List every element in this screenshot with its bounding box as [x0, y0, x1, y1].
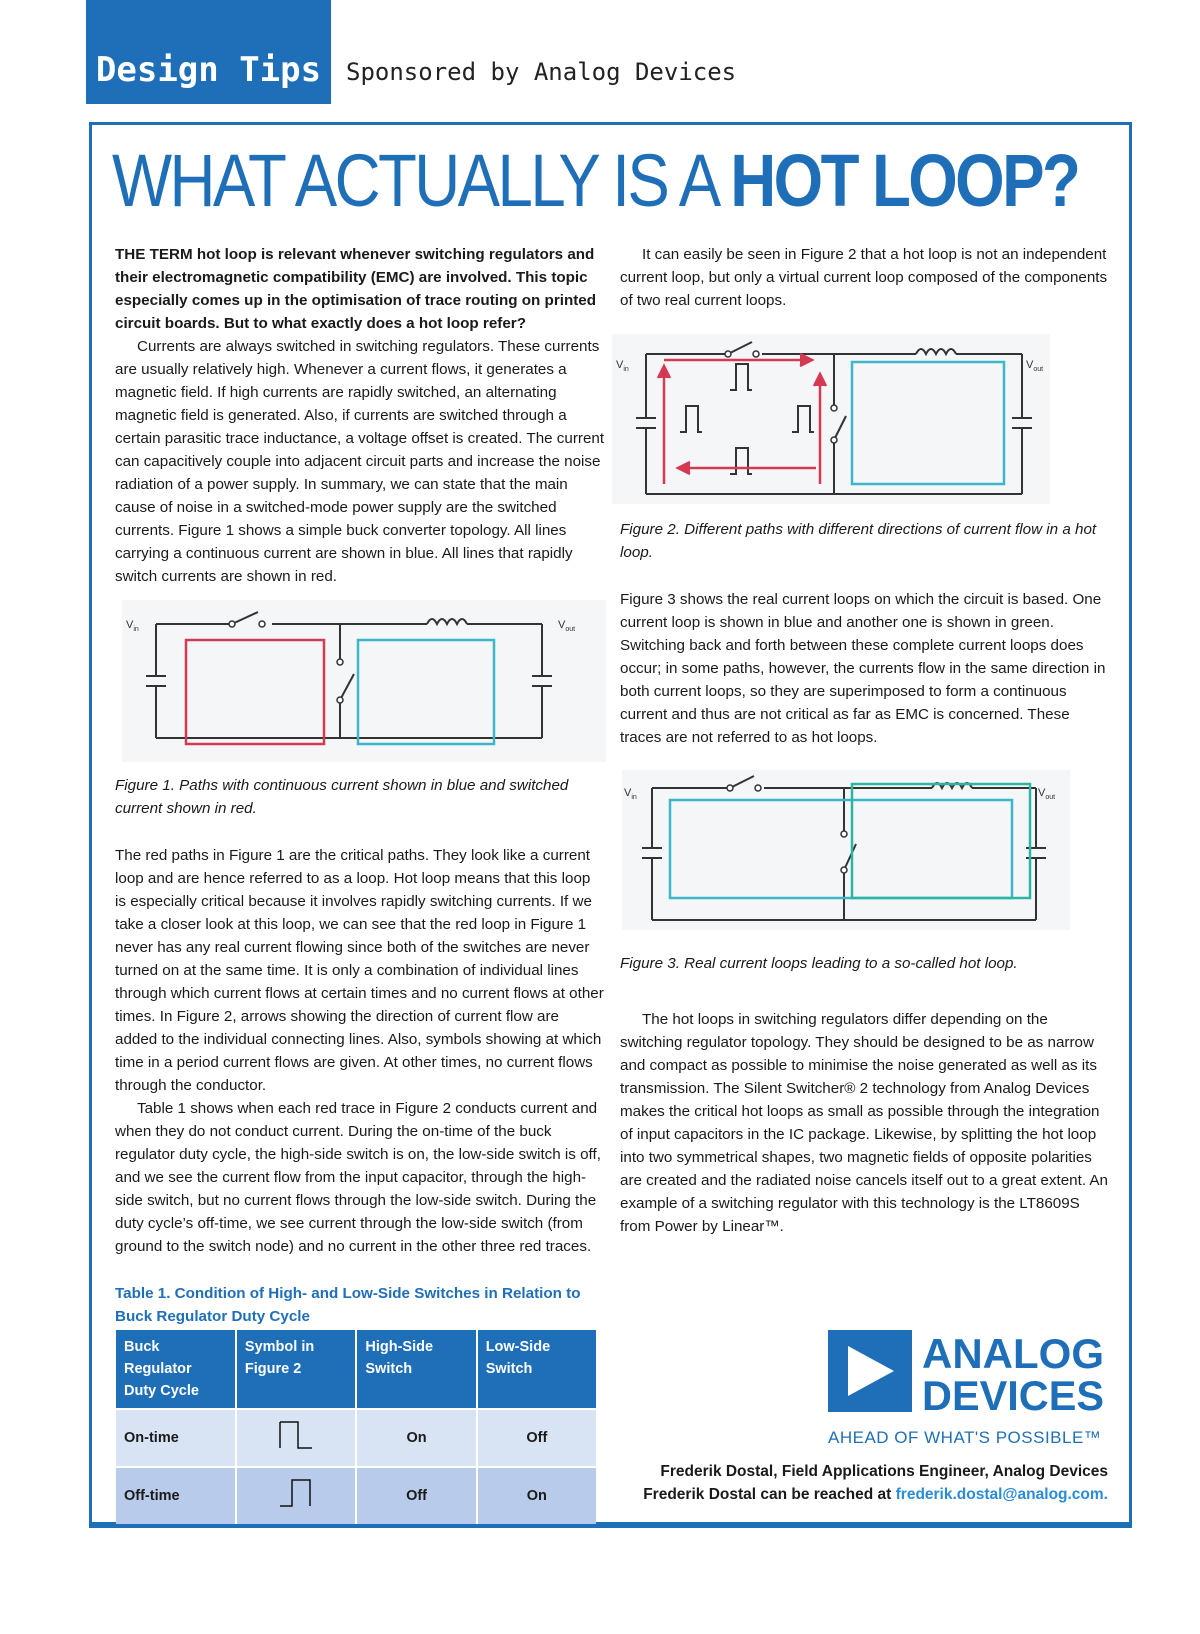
table-1-title: Table 1. Condition of High- and Low-Side Switches in Relation to Buck Regulator Duty Cycle	[115, 1285, 581, 1325]
table-cell: On	[356, 1409, 476, 1467]
right-column-top	[620, 243, 1108, 312]
figure-1-caption-block	[115, 774, 605, 820]
table-cell	[236, 1467, 356, 1524]
svg-text:Vout: $V_{out}$	[1026, 359, 1044, 373]
figure-3-caption: Figure 3. Real current loops leading to a so-called hot loop.	[620, 955, 1018, 972]
paragraph: The red paths in Figure 1 are the critical paths. They look like a current loop and are hence referred to as a loop. Hot loop means that this loop is especially critical because it involves rapidly switching currents. If we take a closer look at this loop, we can see that the red loop in Figure 1 never has any real current flowing since both of the switches are never turned on at the same time. It is only a combination of individual lines through which current flows at certain times and no current flows at other times. In Figure 2, arrows showing the direction of current flow are added to the individual connecting lines. Also, symbols showing at which time in a period current flows are given. At other times, no current flows through the conductor.	[115, 847, 604, 1094]
svg-text:Vin: $V_{in}$	[616, 359, 629, 373]
table-1	[116, 1330, 596, 1524]
svg-text:ANALOG: ANALOG	[922, 1330, 1104, 1377]
left-column-bottom	[115, 844, 605, 1258]
svg-text:Vin: $V_{in}$	[126, 619, 139, 633]
svg-text:Vin: $V_{in}$	[624, 787, 637, 801]
figure-2-caption-block	[620, 518, 1108, 564]
figure-3	[622, 770, 1070, 930]
author-contact: Frederik Dostal can be reached at frederik.dostal@analog.com.	[643, 1486, 1108, 1503]
author-title: Frederik Dostal, Field Applications Engineer, Analog Devices	[660, 1463, 1108, 1480]
table-header-row	[116, 1330, 596, 1409]
page-title: WHAT ACTUALLY IS A HOT LOOP?	[112, 139, 1079, 222]
author-block	[643, 1460, 1108, 1506]
table-header-cell: Symbol in Figure 2	[236, 1330, 356, 1409]
analog-devices-logo	[828, 1330, 1108, 1430]
right-column-bottom	[620, 1008, 1108, 1238]
svg-text:Vout: $V_{out}$	[1038, 787, 1056, 801]
pulse-low-icon	[276, 1476, 316, 1512]
paragraph: It can easily be seen in Figure 2 that a hot loop is not an independent current loop, but only a virtual current loop composed of the components of two real current loops.	[620, 246, 1108, 309]
table-cell: Off-time	[116, 1467, 236, 1524]
figure-1-caption: Figure 1. Paths with continuous current shown in blue and switched current shown in red.	[115, 777, 569, 817]
pulse-high-icon	[276, 1418, 316, 1454]
intro-paragraph: THE TERM hot loop is relevant whenever switching regulators and their electromagnetic compatibility (EMC) are involved. This topic especially comes up in the optimisation of trace routing on printed circuit boards. But to what exactly does a hot loop refer?	[115, 246, 597, 332]
right-column-middle	[620, 588, 1108, 749]
table-header-cell: Low-Side Switch	[477, 1330, 596, 1409]
logo-tagline: AHEAD OF WHAT'S POSSIBLE™	[828, 1428, 1102, 1447]
figure-2	[612, 334, 1050, 504]
table-header-cell: High-Side Switch	[356, 1330, 476, 1409]
figure-1	[122, 600, 606, 762]
left-column-top	[115, 243, 605, 588]
table-cell: On-time	[116, 1409, 236, 1467]
table-header-cell: Buck Regulator Duty Cycle	[116, 1330, 236, 1409]
paragraph: Table 1 shows when each red trace in Figure 2 conducts current and when they do not conduct current. During the on-time of the buck regulator duty cycle, the high-side switch is on, the low-side switch is off, and we see the current flow from the input capacitor, through the high-side switch, but no current flows through the low-side switch. During the duty cycle’s off-time, we see current through the low-side switch (from ground to the switch node) and no current in the other three red traces.	[115, 1100, 601, 1255]
table-cell: On	[477, 1467, 596, 1524]
figure-3-caption-block	[620, 952, 1108, 975]
svg-text:Vout: $V_{out}$	[558, 619, 576, 633]
design-tips-tab: Design Tips	[86, 0, 331, 104]
sponsor-text: Sponsored by Analog Devices	[346, 58, 737, 86]
table-row	[116, 1409, 596, 1467]
author-email-link[interactable]: frederik.dostal@analog.com.	[895, 1486, 1108, 1503]
table-row	[116, 1467, 596, 1524]
svg-text:DEVICES: DEVICES	[922, 1372, 1104, 1419]
paragraph: Currents are always switched in switching regulators. These currents are usually relatively high. Whenever a current flows, it generates a magnetic field. If high currents are rapidly switched, an alternating magnetic field is generated. Also, if currents are switched through a certain parasitic trace inductance, a voltage offset is created. The current can capacitively couple into adjacent circuit parts and increase the noise radiation of a power supply. In summary, we can state that the main cause of noise in a switched-mode power supply are the switched currents. Figure 1 shows a simple buck converter topology. All lines carrying a continuous current are shown in blue. All lines that rapidly switch currents are shown in red.	[115, 338, 605, 585]
table-cell	[236, 1409, 356, 1467]
paragraph: The hot loops in switching regulators differ depending on the switching regulator topology. They should be designed to be as narrow and compact as possible to minimise the noise generated as well as its transmission. The Silent Switcher® 2 technology from Analog Devices makes the critical hot loops as small as possible through the integration of input capacitors in the IC package. Likewise, by splitting the hot loop into two symmetrical shapes, two magnetic fields of opposite polarities are created and the radiated noise cancels itself out to a great extent. An example of a switching regulator with this technology is the LT8609S from Power by Linear™.	[620, 1011, 1109, 1235]
table-cell: Off	[477, 1409, 596, 1467]
figure-2-caption: Figure 2. Different paths with different directions of current flow in a hot loop.	[620, 521, 1097, 561]
paragraph: Figure 3 shows the real current loops on which the circuit is based. One current loop is shown in blue and another one is shown in green. Switching back and forth between these complete current loops does occur; in some paths, however, the currents flow in the same direction in both current loops, so they are superimposed to form a continuous current and thus are not critical as far as EMC is concerned. These traces are not referred to as hot loops.	[620, 591, 1106, 746]
table-cell: Off	[356, 1467, 476, 1524]
